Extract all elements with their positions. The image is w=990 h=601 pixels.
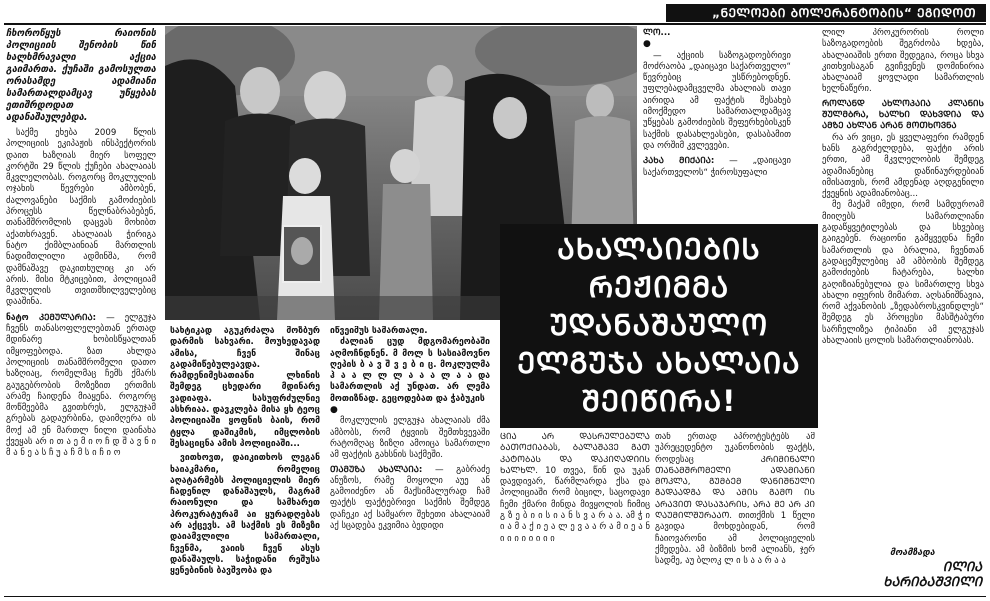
mid-left-text: სახტიკად აგუკრძალა მოზბურ დარმის სახვარი. მოუხედავად ამისა, ჩვენ შინაც გადამიწებულეავდა. რამდენიმესათიანი ლხინის შემდეგ ცხედარი მდინარე ვადიაფა. სასუფრძულნიე ასხრიაა. დავკლება მისა ყხ ტეოც პოლიციაში ყოფნის ბაის, რომ ტყლა დაშიკმის, იმცლობის შესაციცნა ამის პოლიციაში... <box>170 326 320 449</box>
mid-right-text-2: ძალიან ცუდ მდგომარეობაში აღმოჩნდნენ. მ მოლ ს სასიამოვნო ღეპის ბ ა ვ შ ვ ე ბ ი ც. მოკლულმა ჰ ა ა ლ ლ ლ ა ა ა ლ ა ა და სამართლის აქ უნდათ. არ ლემა მოთიზნად. გეცოდებათ და ჭაბუკის <box>330 337 490 404</box>
bottom-right-text: თან ერთად აპროტესტებს ამ უპრეცედენტო უკანონობის ფაქტს, როდესაც ᲙᲠᲘᲛᲘᲜᲐᲚᲘ ᲗᲐᲜᲐᲛᲨᲠᲝᲛᲔᲚᲘ ᲐᲓᲐᲛᲘᲐᲜᲘ ᲛᲝᲙᲚᲐ, ᲒᲣᲛᲑᲔᲛ ᲓᲐᲜᲘᲨᲜᲣᲚᲘ ᲒᲐᲓᲐᲐᲓᲒᲐ ᲓᲐ ᲐᲛᲘᲡ ᲒᲐᲛᲝ ᲘᲡ ᲐᲠᲐᲕᲘᲗ ᲓᲐᲡᲐᲯᲐᲠᲘᲡ, ᲐᲠᲐ ᲛᲔ ᲐᲠ ᲙᲘ ᲦᲐᲣᲛᲘᲚᲨᲣᲠᲐᲐᲝ. თითქმის 1 წელი გავიდა მოხდებიდან, რომ ჩაიოვარონი ამ პოლიციელის ქმედება. ამ ბიზმის ხომ ალიანს, ჯერ სადმე, აუ ბლოკ ლ ი ს ა ა რ ა ა <box>655 432 815 567</box>
col4-text-2: რა არ ვიცი, ეს ყველაფერი რამდენ ხანს გაგრძელდება, ფაქტი არის ერთი, ამ მკვლელობის შემდეგ ადამიანებიც დაწინაურდებიან იმისათვის, რომ ამდენად აღდგენილი ქვეყნის ადამიანობაც... <box>822 132 984 200</box>
mid-right-text: იწვეიმუს სამართალი. <box>330 326 428 336</box>
header-rule <box>4 23 986 25</box>
bullet-icon: ● <box>643 39 651 50</box>
mid-left-text-2: ვითხოვთ, დაიკითხოს ლეგან ხაიაკმარი, რომელიც აღატარმებს პოლიციელის მიერ ჩადენილ დანაშაულს, მაგრამ რაიონული და სამხარეთ პროკურატურამ აი ყურადღებას არ აქცევს. ამ საქმის ეს მიზეზი დაიამვლილი სამართალი, ჩვენმა, ვაიის ჩვენ ასუს დანაშაულს. საჭიდანი რეშუსა ყენებინის ბავშვობა და <box>170 453 320 577</box>
column-3 <box>643 28 791 228</box>
headline-box <box>500 224 818 428</box>
lead-paragraph: ჩხოროწყუს რაიონის პოლიციის შენობის წინ ხალხმრავალი აქცია გაიმართა. ქუჩაში გამოსულთა ორასამდე ადამიანი სამართალდამცავ უწყებას ეთიშრდოდათ ადანაშაულებდა. <box>6 28 156 123</box>
left-column <box>6 28 156 588</box>
mid-right-quote: — გაბრაძე ანუზოს, რამე მოყოლი აუე ან გამოიძენო ან მაქსიმალურად ჩამ ფაქტს ფაქტებრივი საქმის შემდეგ დაჩეკი აქ სამყარო შეხეთი ახალაიამ აქ სცადება ეკვიმია ბედიდი <box>330 464 490 532</box>
mid-right-text-3: მოკლულის ელგუჯა ახალაიას ძმა ამბობს, რომ ტყვიის შემთხვევაში რატომღაც ზიზღი ამოიცა სამართლი ამ ფაქტის გახსნის საქმეში. <box>330 416 490 461</box>
headline-line-5: ᲨᲔᲘᲬᲘᲠᲐ! <box>581 384 737 418</box>
headline-line-4: ᲔᲚᲒᲣᲯᲐ ᲐᲮᲐᲚᲐᲘᲐ <box>517 346 801 380</box>
speaker-name: ნატო ᲙᲔᲛᲣᲚᲐᲠᲘᲐ: <box>6 312 97 323</box>
mid-right-column <box>330 326 490 594</box>
headline-line-2: ᲠᲔᲟᲘᲛᲛᲐ <box>588 270 730 304</box>
col4-text: ლილ პროკურორის როლი საზოგადოების შეგრძობა ხდება, ახალაიაშის ერთი შედეგია, როცა სხვა კითხვისაგან გვიჩვენეს დომინირია ახალაიამ ყოვლადი სამართლის ხელნაწერი. <box>822 28 984 95</box>
column-4 <box>822 28 984 593</box>
section-header: „ᲜᲔᲚᲝᲔᲑᲘ ᲑᲝᲚᲔᲠᲐᲜᲢᲝᲑᲘᲡ“ ᲔᲒᲘᲓᲝᲗ <box>666 4 986 22</box>
speaker-name: ᲗᲐᲛᲣᲖᲐ ᲐᲮᲐᲚᲐᲘᲐ: <box>330 464 423 475</box>
col3-text: — აქციის საზოგადოებრივი მოძრაობა „დაიცავი საქართველო“ წევრებიც უსწრებოდნენ. უფლებადამცველმა ახალიას თავი აირიდა ამ ფაქტის შესახებ იმოქმედო სამართალდამცავ უწყებას გამოძიების შეფერხებისკენ საქმის დასახლეასები, დასაბამით და ორშიმ კვლევები. <box>643 50 791 151</box>
author-label: მოამზადა <box>890 548 935 558</box>
left-quote: — ელგუჯა ჩვენს თანასოფლელებთან ერთად მდინარე ხობისწყალთან იმყოფებოდა. ზათ ახლდა პოლიციის თანამშრომელი დათო ხაზღიაც, რომელმაც ჩემს ქმარს გაუგებრობის მოზეზით ერთმის არამე ჩაიდენა მიაყენა. როგორც მოწმეებმა გვითხრეს, ელგუჯამ გრებას გადაურბინა, დაიმღერა ის მოქ ამ ენ მართლ ნილი დაინახა ქვეყას არ ი თ ა ე მ ი ო ჩ დ შ ა ვ ნ ი მ ა ნ ე ა ს ჩ უ ა ჩ მ ს ი ჩ ი ო <box>6 312 156 459</box>
top-snippet: ᲚᲝ... <box>643 28 671 38</box>
bottom-mid-column <box>500 432 650 594</box>
footer-rule <box>4 596 986 597</box>
bottom-right-column <box>655 432 815 594</box>
headline-line-3: ᲣᲓᲐᲜᲐᲨᲐᲣᲚᲝ <box>549 308 769 342</box>
mid-left-column <box>170 326 320 594</box>
col4-text-3: მე მაქამ იმედი, რომ სამდუროამ მიიღებს სამართლიანი გადაწყვეტილებას და სხვებიც გაიგებენ. რაციონი გამყვედნა ჩემი სამართლის და ბრალია, ჩვენთან გადაცემულებიც ამ ამბობის შემდეგ გამოძიების ჩატარება, ხალხი გაღიზიანებულია და სიმართლე სხვა ახალი იფერის მიმართ. აღსანიშნავია, რომ აქვანობის „ზედაბროსკვინდლეს“ შემდეგ ეს პროცესი მასშტაბური სარჩელიზეა ტიპიანი ამ ელგუჯას ახალაიის ცოლის სამართლიანობას. <box>822 200 984 347</box>
col4-highlight: ᲠᲝᲚᲐᲜᲓ ᲐᲮᲚᲝᲞᲐᲘᲐ ᲙᲚᲐᲜᲘᲡ ᲨᲣᲚᲛᲑᲠᲐ, ᲮᲐᲚᲮᲘ ᲓᲐᲮᲕᲓᲘᲐ ᲓᲐ ᲐᲛᲖᲔ ᲐᲮᲚᲐᲜ ᲐᲠᲐᲜ ᲛᲝᲗᲮᲝᲕᲜᲐ <box>822 98 984 132</box>
bullet-icon: ● <box>330 405 338 416</box>
author-name: ᲘᲚᲘᲐ ᲮᲐᲠᲘᲑᲐᲨᲕᲘᲚᲘ <box>883 560 982 590</box>
speaker-name: ᲙᲐᲮᲐ ᲛᲘᲥᲐᲘᲐ: <box>643 156 715 167</box>
col3-quote: — „დაიცავი საქართველოს“ ჭიროსუფალი <box>643 156 791 178</box>
left-body: საქმე ეხება 2009 წლის პოლიციის ეკიპაჟის ინსპექტორის დაით ხაზღიას მიერ სოფელ კორტში 29 წლის ქუჩები ახალაიას მკვლელობას. როგორც მოკლულის ოჯახის წევრები ამბობენ, ძალოვანები საქმის გამოძიების პროცესს წელნაბრაბებენ, თანამშრომლის დაცვას მოხიბთ აქათხრავენ. ახალაიას ჭირიგა ნატო ქიმბლაინიან მართლის ნადიმთლილი ადმინშა, რომ დამნაშავე დაკითხულიც კი არ არის. მისი მტკიცებით, პოლიციამ მკვლელის თვითმხილველებიც დააშინა. <box>6 128 156 308</box>
bottom-mid-text: ᲪᲘᲐ ᲐᲠ ᲓᲐᲡᲠᲣᲚᲔᲑᲣᲚᲐ ᲑᲐᲗᲝᲥᲘᲐᲑᲐს, ᲑᲐᲚᲐᲨᲐᲕᲔ ᲒᲐᲗ ᲙᲐᲢᲝᲑᲐᲡ ᲓᲐ ᲓᲐᲙᲘᲦᲐᲓᲘᲘᲡ ᲮᲐᲚᲮᲚ. 10 თვეა, წინ და უკან დავდივარ, წარმლარდა ქსა და პოლიციაში რომ ბიცილ, საცოდავი ჩემი ქმარი მინდა მივყოლის ჩიმიც გ ზ ე ბ ი ი ს ი ა ნ ს ვ ა რ ა ა. ამ ჭ ი ი ა მ ა ქ ი ე ა ლ ე ვ ა ა რ ა მ ი ე ა ნ ი ი ი ი ი ი ი ი <box>500 432 650 544</box>
headline-line-1: ᲐᲮᲐᲚᲐᲘᲔᲑᲘᲡ <box>557 232 761 266</box>
